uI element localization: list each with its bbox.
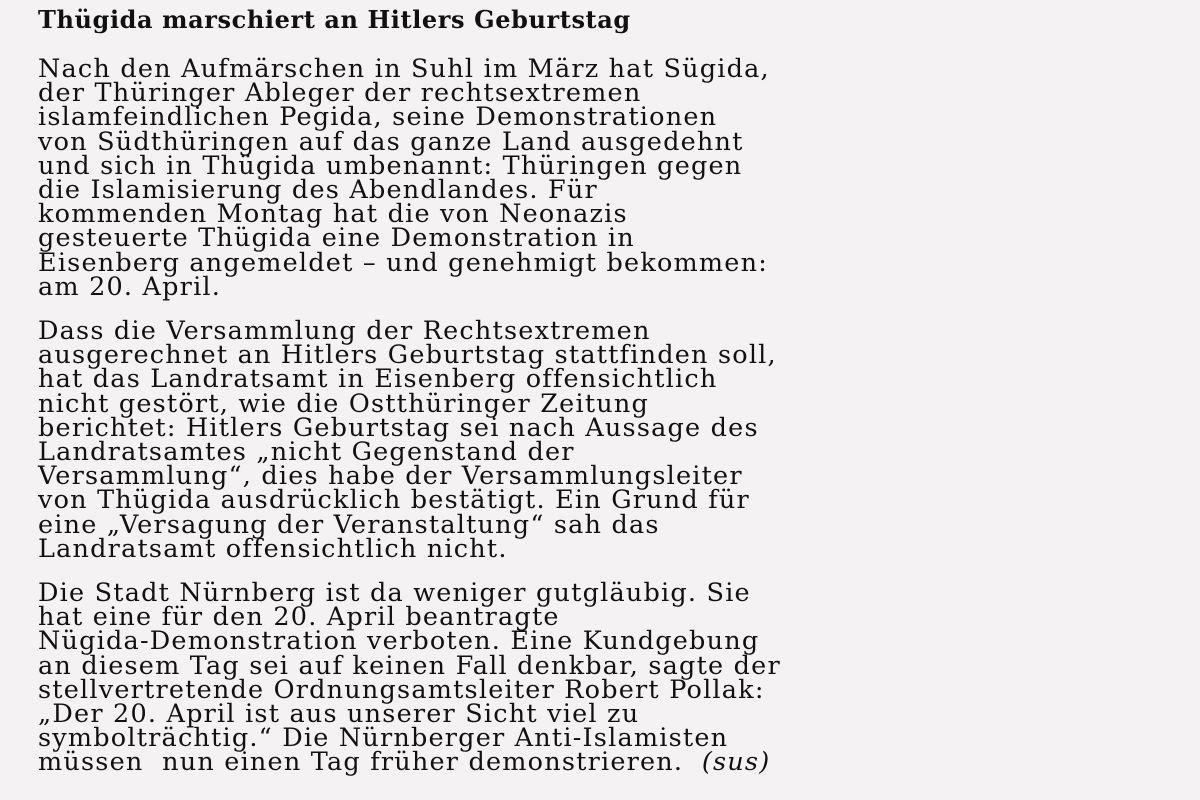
text-line: Dass die Versammlung der Rechtsextremen bbox=[38, 316, 651, 347]
text-line: symbolträchtig.“ Die Nürnberger Anti-Islamisten bbox=[38, 723, 729, 754]
text-line: am 20. April. bbox=[38, 271, 222, 302]
article-body bbox=[38, 54, 1166, 778]
text-line: von Thügida ausdrücklich bestätigt. Ein Grund für bbox=[38, 485, 750, 516]
text-line: Versammlung“, dies habe der Versammlungsleiter bbox=[38, 461, 743, 492]
last-text-line bbox=[38, 747, 1166, 778]
paragraph-1 bbox=[38, 54, 1166, 302]
text-line: von Südthüringen auf das ganze Land ausgedehnt bbox=[38, 126, 744, 157]
text-line: Nach den Aufmärschen in Suhl im März hat Sügida, bbox=[38, 54, 770, 84]
text-line: Landratsamt offensichtlich nicht. bbox=[38, 533, 508, 564]
headline: Thügida marschiert an Hitlers Geburtstag bbox=[38, 5, 631, 34]
text-line: ausgerechnet an Hitlers Geburtstag stattfinden soll, bbox=[38, 340, 777, 371]
text-line: und sich in Thügida umbenannt: Thüringen gegen bbox=[38, 150, 743, 181]
text-line: gesteuerte Thügida eine Demonstration in bbox=[38, 223, 635, 254]
text-line: hat das Landratsamt in Eisenberg offensichtlich bbox=[38, 364, 718, 395]
text-line: hat eine für den 20. April beantragte bbox=[38, 602, 560, 633]
text-line: Eisenberg angemeldet – und genehmigt bekommen: bbox=[38, 247, 769, 278]
last-line-text: müssen nun einen Tag früher demonstrieren. bbox=[38, 747, 684, 778]
text-line: „Der 20. April ist aus unserer Sicht viel zu bbox=[38, 699, 640, 730]
text-line: an diesem Tag sei auf keinen Fall denkbar, sagte der bbox=[38, 650, 781, 681]
text-line: eine „Versagung der Veranstaltung“ sah das bbox=[38, 509, 660, 540]
text-line: nicht gestört, wie die Ostthüringer Zeitung bbox=[38, 388, 650, 419]
text-line: der Thüringer Ableger der rechtsextremen bbox=[38, 78, 642, 109]
text-line: Landratsamtes „nicht Gegenstand der bbox=[38, 437, 575, 468]
text-line: berichtet: Hitlers Geburtstag sei nach Aussage des bbox=[38, 412, 759, 443]
text-line: Nügida-Demonstration verboten. Eine Kundgebung bbox=[38, 626, 760, 657]
text-line: islamfeindlichen Pegida, seine Demonstrationen bbox=[38, 102, 718, 133]
text-line: Die Stadt Nürnberg ist da weniger gutgläubig. Sie bbox=[38, 578, 751, 609]
text-line: die Islamisierung des Abendlandes. Für bbox=[38, 175, 598, 206]
text-line: kommenden Montag hat die von Neonazis bbox=[38, 199, 628, 230]
paragraph-2 bbox=[38, 316, 1166, 564]
text-line: stellvertretende Ordnungsamtsleiter Robert Pollak: bbox=[38, 674, 765, 705]
paragraph-3 bbox=[38, 578, 1166, 778]
author-byline: (sus) bbox=[701, 747, 771, 778]
